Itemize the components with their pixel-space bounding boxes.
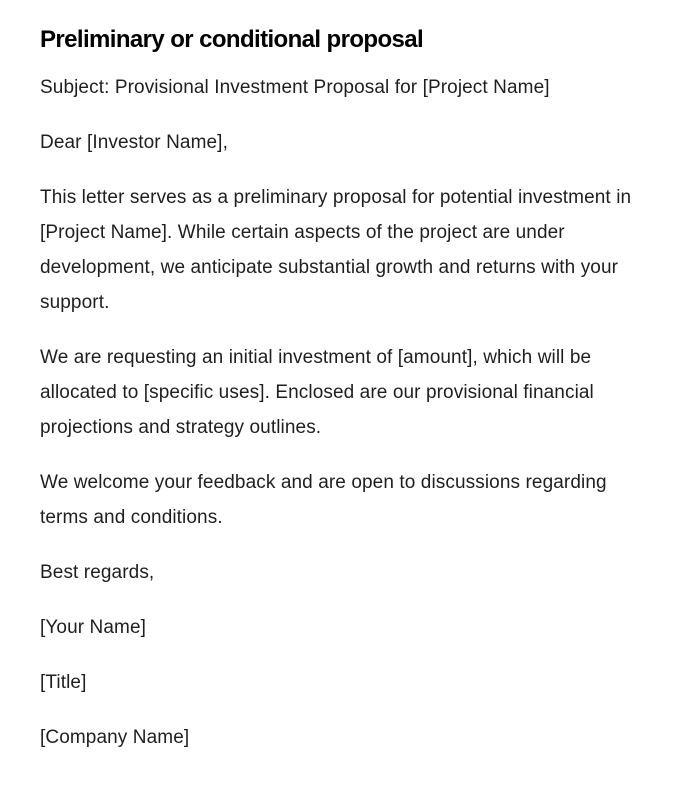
body-paragraph-intro: This letter serves as a preliminary proposal for potential investment in [Project Name]. While certain aspects of the project are under development, we anticipate substantial growth and returns with your support. <box>40 187 632 313</box>
body-paragraph-request: We are requesting an initial investment of [amount], which will be allocated to [specific uses]. Enclosed are our provisional financial projections and strategy outlines. <box>40 347 594 438</box>
document-title: Preliminary or conditional proposal <box>40 26 424 53</box>
salutation: Dear [Investor Name], <box>40 132 228 153</box>
document <box>40 24 640 775</box>
body-paragraph-feedback: We welcome your feedback and are open to discussions regarding terms and conditions. <box>40 472 607 528</box>
signature-company: [Company Name] <box>40 727 190 748</box>
signature-name: [Your Name] <box>40 617 147 638</box>
signature-title: [Title] <box>40 672 87 693</box>
closing: Best regards, <box>40 562 155 583</box>
subject-line: Subject: Provisional Investment Proposal for [Project Name] <box>40 77 550 98</box>
